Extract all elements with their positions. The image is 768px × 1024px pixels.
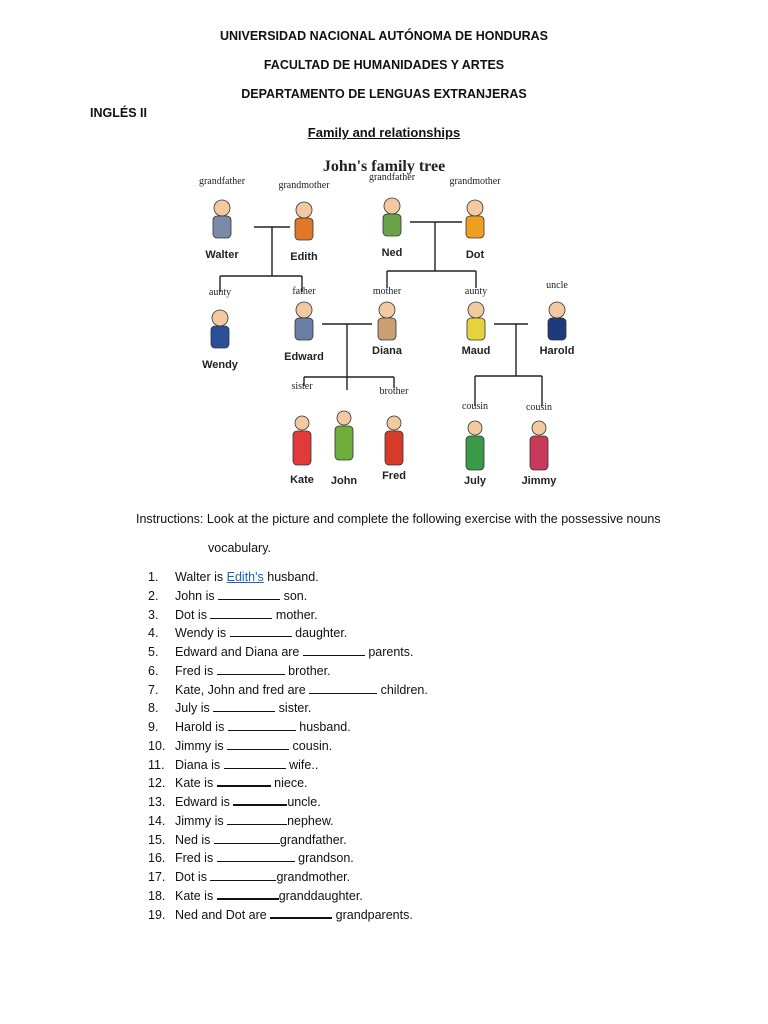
exercise-number: 18. <box>148 888 166 903</box>
instructions-text-continued: vocabulary. <box>208 541 271 555</box>
member-head <box>384 198 400 214</box>
exercise-text: Ned and Dot are <box>175 907 271 922</box>
course-name: INGLÉS II <box>90 106 147 120</box>
exercise-number: 16. <box>148 851 166 866</box>
exercise-text-end: cousin. <box>289 738 333 753</box>
member-head <box>214 200 230 216</box>
member-body <box>385 431 403 465</box>
exercise-text: Fred is <box>175 663 217 678</box>
member-head <box>468 421 482 435</box>
answer-blank[interactable] <box>218 588 280 600</box>
exercise-text: Harold is <box>175 720 228 734</box>
exercise-item <box>148 587 428 606</box>
page-subtitle: Family and relationships <box>307 125 461 140</box>
exercise-item <box>148 906 428 925</box>
exercise-number: 8. <box>148 701 159 716</box>
member-name-label: Wendy <box>202 359 238 371</box>
exercise-text: Wendy is <box>175 626 230 641</box>
instructions-text: Instructions: Look at the picture and complete the following exercise with the possessive nouns <box>136 512 661 526</box>
exercise-item <box>148 643 428 662</box>
exercise-number: 17. <box>148 870 166 884</box>
member-head <box>212 310 228 326</box>
exercise-item <box>148 793 428 812</box>
member-role-label: grandmother <box>449 176 501 187</box>
member-name-label: Kate <box>290 474 314 486</box>
exercise-number: 10. <box>148 738 166 753</box>
exercise-number: 19. <box>148 907 166 922</box>
answer-blank[interactable] <box>217 850 295 862</box>
exercise-item <box>148 606 428 625</box>
family-tree-image <box>182 152 586 499</box>
exercise-text: Edward is <box>175 795 234 809</box>
member-body <box>467 318 485 340</box>
member-head <box>387 416 401 430</box>
exercise-text-end: niece. <box>270 776 308 791</box>
exercise-text: Diana is <box>175 757 224 772</box>
exercise-item <box>148 568 428 587</box>
member-head <box>337 411 351 425</box>
member-body <box>213 216 231 238</box>
exercise-number: 5. <box>148 645 159 659</box>
department-heading: DEPARTAMENTO DE LENGUAS EXTRANJERAS <box>241 87 527 101</box>
member-role-label: mother <box>372 286 402 297</box>
exercise-number: 3. <box>148 607 159 622</box>
exercise-item <box>148 718 428 737</box>
member-body <box>295 318 313 340</box>
answer-blank[interactable] <box>309 682 377 694</box>
exercise-text-end: grandfather. <box>279 832 347 847</box>
member-head <box>296 302 312 318</box>
exercise-text-end: grandparents. <box>332 907 413 922</box>
family-tree-title: John's family tree <box>322 158 446 175</box>
exercise-text-end: brother. <box>284 663 331 678</box>
exercise-item <box>148 774 428 793</box>
exercise-item <box>148 887 428 906</box>
exercise-item <box>148 812 428 831</box>
answer-blank[interactable] <box>227 738 289 750</box>
member-head <box>467 200 483 216</box>
member-name-label: Harold <box>539 345 575 357</box>
member-role-label: grandfather <box>198 176 246 187</box>
exercise-number: 2. <box>148 588 159 603</box>
exercise-text-end: nephew. <box>287 813 334 828</box>
faculty-heading: FACULTAD DE HUMANIDADES Y ARTES <box>263 58 505 72</box>
exercise-number: 1. <box>148 570 159 584</box>
exercise-number: 7. <box>148 682 159 697</box>
exercise-number: 12. <box>148 776 166 791</box>
member-role-label: brother <box>379 386 409 397</box>
answer-blank[interactable] <box>270 906 332 919</box>
exercise-number: 4. <box>148 626 159 641</box>
member-name-label: Maud <box>461 345 491 357</box>
exercise-text-end: uncle. <box>287 795 321 809</box>
exercise-item <box>148 756 428 775</box>
member-role-label: father <box>292 286 316 297</box>
exercise-item <box>148 831 428 850</box>
answer-blank[interactable] <box>210 869 276 881</box>
exercise-text-end: grandmother. <box>276 870 351 884</box>
exercise-text-end: sister. <box>275 701 312 716</box>
member-name-label: Walter <box>205 249 239 261</box>
exercise-text: Jimmy is <box>175 813 228 828</box>
member-body <box>335 426 353 460</box>
answer-blank[interactable] <box>217 663 285 675</box>
member-body <box>466 436 484 470</box>
exercise-text: Kate is <box>175 888 217 903</box>
exercise-text-end: husband. <box>263 570 319 584</box>
exercise-text: July is <box>175 701 214 716</box>
member-body <box>211 326 229 348</box>
exercise-number: 6. <box>148 663 159 678</box>
exercise-text-end: son. <box>280 588 308 603</box>
member-body <box>530 436 548 470</box>
member-head <box>549 302 565 318</box>
member-name-label: Fred <box>382 470 406 482</box>
member-head <box>379 302 395 318</box>
member-body <box>378 318 396 340</box>
member-head <box>295 416 309 430</box>
member-name-label: John <box>330 475 358 487</box>
exercise-text: Edward and Diana are <box>175 645 303 659</box>
answer-blank[interactable] <box>303 644 365 656</box>
exercise-number: 13. <box>148 795 166 809</box>
exercise-list <box>148 568 428 924</box>
member-body <box>293 431 311 465</box>
exercise-item <box>148 868 428 887</box>
exercise-item <box>148 662 428 681</box>
edith-possessive-link[interactable]: Edith's <box>226 570 264 584</box>
exercise-text: Walter is <box>175 570 227 584</box>
exercise-text: Dot is <box>175 607 211 622</box>
member-head <box>468 302 484 318</box>
answer-blank[interactable] <box>214 832 280 844</box>
exercise-text-end: mother. <box>272 607 318 622</box>
member-head <box>296 202 312 218</box>
member-role-label: grandmother <box>278 180 330 191</box>
answer-blank[interactable] <box>228 719 296 731</box>
member-role-label: sister <box>291 381 313 392</box>
answer-blank[interactable] <box>227 813 287 825</box>
exercise-text-end: husband. <box>295 720 351 734</box>
member-role-label: cousin <box>525 402 553 413</box>
exercise-number: 15. <box>148 832 166 847</box>
university-heading: UNIVERSIDAD NACIONAL AUTÓNOMA DE HONDURAS <box>219 29 548 43</box>
exercise-text: Fred is <box>175 851 217 866</box>
member-role-label: grandfather <box>368 172 416 183</box>
exercise-text-end: grandson. <box>294 851 354 866</box>
member-name-label: July <box>463 475 487 487</box>
answer-blank[interactable] <box>224 757 286 769</box>
member-name-label: Edward <box>284 351 324 363</box>
answer-blank[interactable] <box>230 625 292 637</box>
exercise-text-end: children. <box>377 682 428 697</box>
exercise-item <box>148 737 428 756</box>
member-body <box>295 218 313 240</box>
member-name-label: Diana <box>372 345 402 357</box>
exercise-item <box>148 699 428 718</box>
member-name-label: Ned <box>381 247 403 259</box>
answer-blank[interactable] <box>233 793 287 806</box>
member-role-label: uncle <box>546 280 568 291</box>
exercise-number: 11. <box>148 757 165 772</box>
exercise-text: John is <box>175 588 219 603</box>
member-role-label: aunty <box>208 287 232 298</box>
exercise-text: Jimmy is <box>175 738 228 753</box>
answer-blank[interactable] <box>213 700 275 712</box>
exercise-text: Dot is <box>175 870 211 884</box>
member-body <box>383 214 401 236</box>
exercise-text: Kate, John and fred are <box>175 682 310 697</box>
answer-blank[interactable] <box>210 607 272 619</box>
exercise-item <box>148 849 428 868</box>
exercise-number: 9. <box>148 720 159 734</box>
member-body <box>548 318 566 340</box>
member-head <box>532 421 546 435</box>
exercise-item <box>148 681 428 700</box>
exercise-number: 14. <box>148 813 166 828</box>
exercise-text-end: wife.. <box>285 757 319 772</box>
member-body <box>466 216 484 238</box>
answer-blank[interactable] <box>217 774 271 787</box>
answer-blank[interactable] <box>217 887 279 900</box>
exercise-text-end: parents. <box>364 645 414 659</box>
exercise-text-end: granddaughter. <box>278 888 363 903</box>
member-role-label: cousin <box>461 401 489 412</box>
exercise-text-end: daughter. <box>291 626 348 641</box>
member-name-label: Dot <box>465 249 485 261</box>
member-name-label: Edith <box>290 251 318 263</box>
exercise-text: Ned is <box>175 832 214 847</box>
member-role-label: aunty <box>464 286 488 297</box>
member-name-label: Jimmy <box>521 475 557 487</box>
exercise-text: Kate is <box>175 776 217 791</box>
exercise-item <box>148 624 428 643</box>
